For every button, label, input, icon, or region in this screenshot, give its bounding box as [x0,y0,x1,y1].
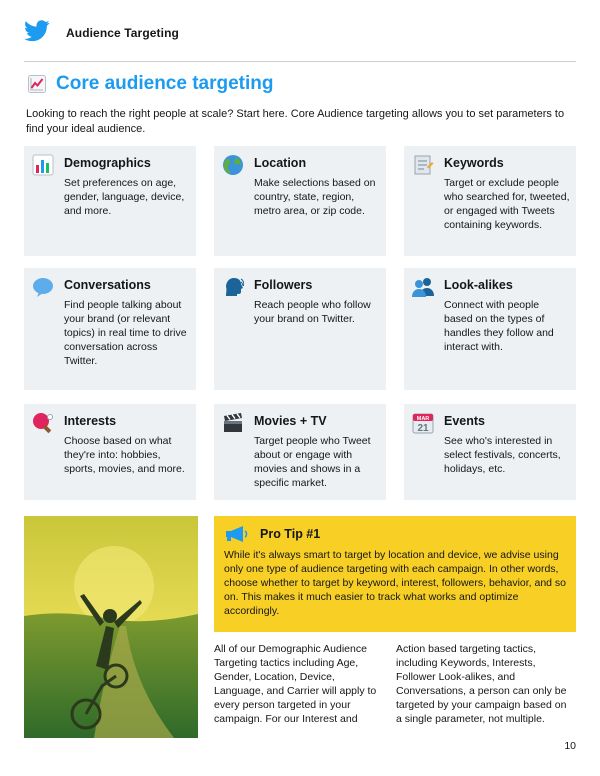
memo-icon [412,154,434,176]
card-description: Find people talking about your brand (or relevant topics) in real time to drive conversation across Twitter. [64,299,187,367]
speaking-head-icon [222,276,244,298]
section-title: Core audience targeting [56,73,274,94]
card-followers [214,268,386,390]
card-events [404,404,576,500]
card-description: Target people who Tweet about or engage with movies and shows in a specific market. [254,435,371,489]
card-conversations [24,268,196,390]
globe-icon [222,154,244,176]
calendar-day: 21 [417,423,429,434]
card-demographics [24,146,196,256]
clapper-board-icon [222,412,244,434]
calendar-month: MAR [416,416,430,422]
pro-tip-body: While it's always smart to target by location and device, we advise using only one type of audience targeting with each campaign. In other words, choose whether to target by keyword, interest, followers, behavior, and so on. This makes it much easier to track what works and optimize accordingly. [224,549,567,617]
card-title: Look-alikes [444,278,513,292]
megaphone-icon [224,526,250,542]
page-number: 10 [564,740,576,752]
card-description: Make selections based on country, state, region, metro area, or zip code. [254,177,376,217]
twitter-bird-icon [24,20,50,42]
card-description: Connect with people based on the types of handles they follow and interact with. [444,299,554,353]
card-look-alikes [404,268,576,390]
card-description: See who's interested in select festivals, concerts, holidays, etc. [444,435,561,475]
bar-chart-icon [32,154,54,176]
card-title: Conversations [64,278,151,292]
card-interests [24,404,196,500]
card-title: Followers [254,278,313,292]
intro-paragraph: Looking to reach the right people at scale? Start here. Core Audience targeting allows you to set parameters to find your ideal audience. [26,108,565,135]
card-description: Choose based on what they're into: hobbies, sports, movies, and more. [64,435,185,475]
page-header [24,18,576,62]
ping-pong-icon [32,412,54,434]
body-column-right: Action based targeting tactics, including Keywords, Interests, Follower Look-alikes, and Conversations, a person can only be targeted by your campaign based on a single parameter, not multiple. [396,643,567,725]
section-heading [28,72,274,96]
card-description: Set preferences on age, gender, language, device, and more. [64,177,185,217]
card-movies-tv [214,404,386,500]
cyclist-photo [24,516,198,738]
speech-balloon-icon [32,276,54,298]
card-title: Interests [64,414,117,428]
card-description: Target or exclude people who searched for, tweeted, or engaged with Tweets containing keywords. [444,177,570,231]
card-description: Reach people who follow your brand on Twitter. [254,299,371,325]
body-column-left: All of our Demographic Audience Targeting tactics including Age, Gender, Location, Device, Language, and Carrier will apply to every person targeted in your campaign. For our Interest and [214,643,377,725]
card-title: Events [444,414,485,428]
card-title: Location [254,156,307,170]
chart-increasing-icon [28,75,46,93]
card-keywords [404,146,576,256]
card-title: Keywords [444,156,504,170]
people-icon [412,276,434,298]
pro-tip-box [214,516,576,632]
header-title: Audience Targeting [66,26,179,40]
card-title: Demographics [64,156,151,170]
card-title: Movies + TV [254,414,327,428]
card-location [214,146,386,256]
pro-tip-title: Pro Tip #1 [260,527,321,541]
calendar-icon [412,412,434,434]
